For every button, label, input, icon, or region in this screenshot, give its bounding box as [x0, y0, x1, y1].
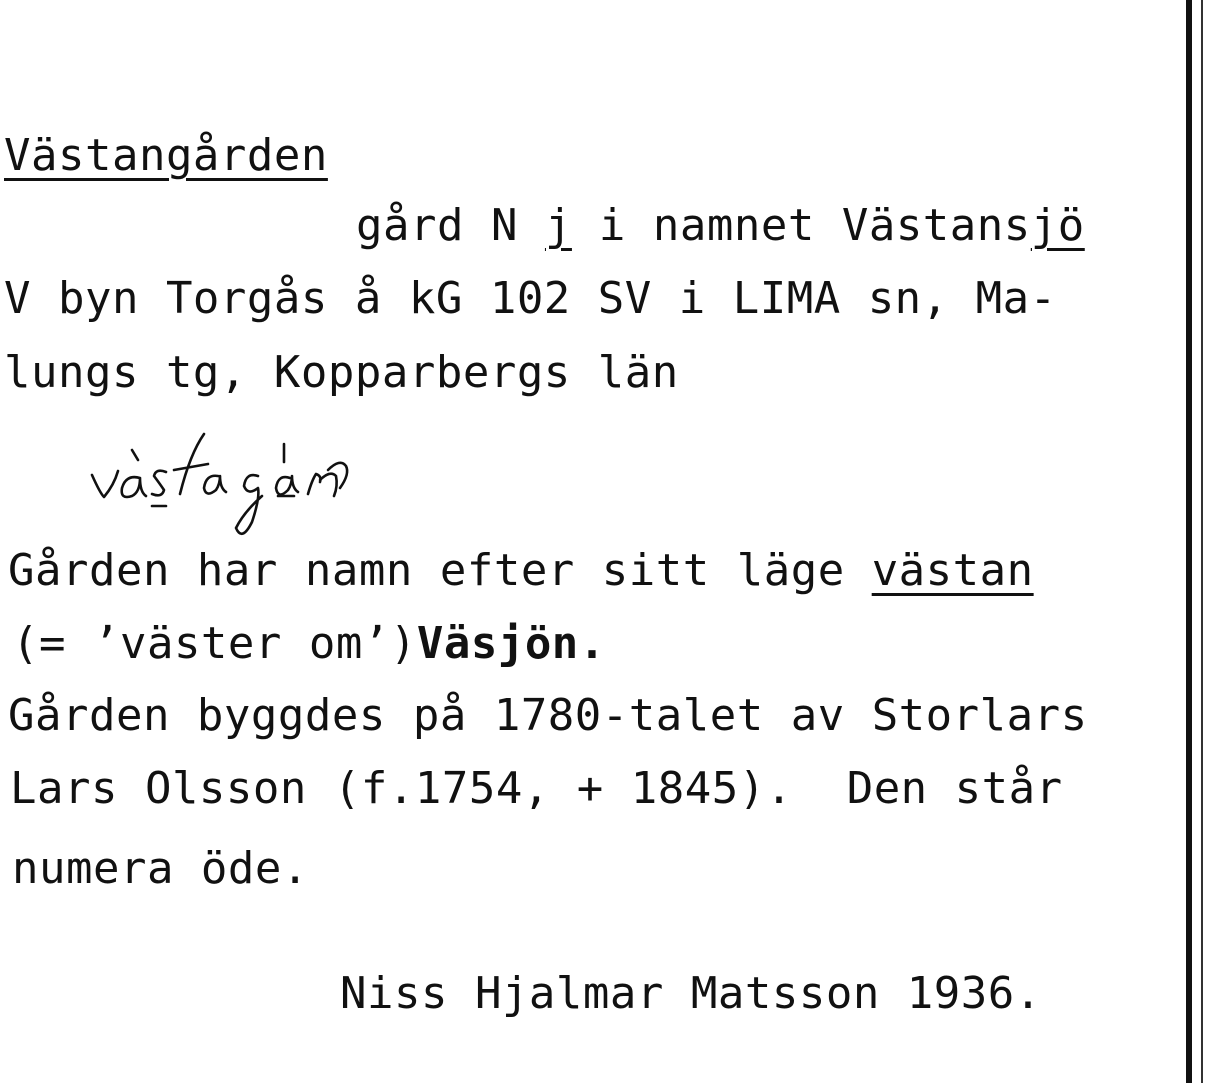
text-line-2: V byn Torgås å kG 102 SV i LIMA sn, Ma- — [4, 273, 1057, 324]
card-edge-border-thin — [1201, 0, 1203, 1083]
signature: Niss Hjalmar Matsson 1936. — [340, 968, 1042, 1019]
text-line-7: Lars Olsson (f.1754, + 1845). Den står — [10, 763, 1063, 814]
line1-mid: i namnet Västans — [571, 200, 1031, 251]
text-line-4 — [8, 545, 1034, 597]
line4-underlined: västan — [871, 545, 1034, 596]
text-line-6: Gården byggdes på 1780-talet av Storlars — [8, 690, 1088, 741]
text-line-1 — [356, 200, 1085, 252]
text-line-8: numera öde. — [12, 843, 309, 894]
line4-pre: Gården har namn efter sitt läge — [8, 545, 872, 596]
handwritten-pronunciation — [70, 420, 430, 550]
line5-pre: (= ʼväster omʼ) — [12, 618, 417, 669]
text-line-3: lungs tg, Kopparbergs län — [4, 347, 679, 398]
line5-bold: Väsjön. — [416, 618, 606, 669]
line1-pre: gård N — [356, 200, 545, 251]
line1-mark: j — [544, 200, 572, 251]
card-edge-border — [1186, 0, 1192, 1083]
line1-jo: jö — [1030, 200, 1085, 251]
text-line-5 — [12, 618, 606, 670]
card-title: Västangården — [4, 130, 328, 181]
